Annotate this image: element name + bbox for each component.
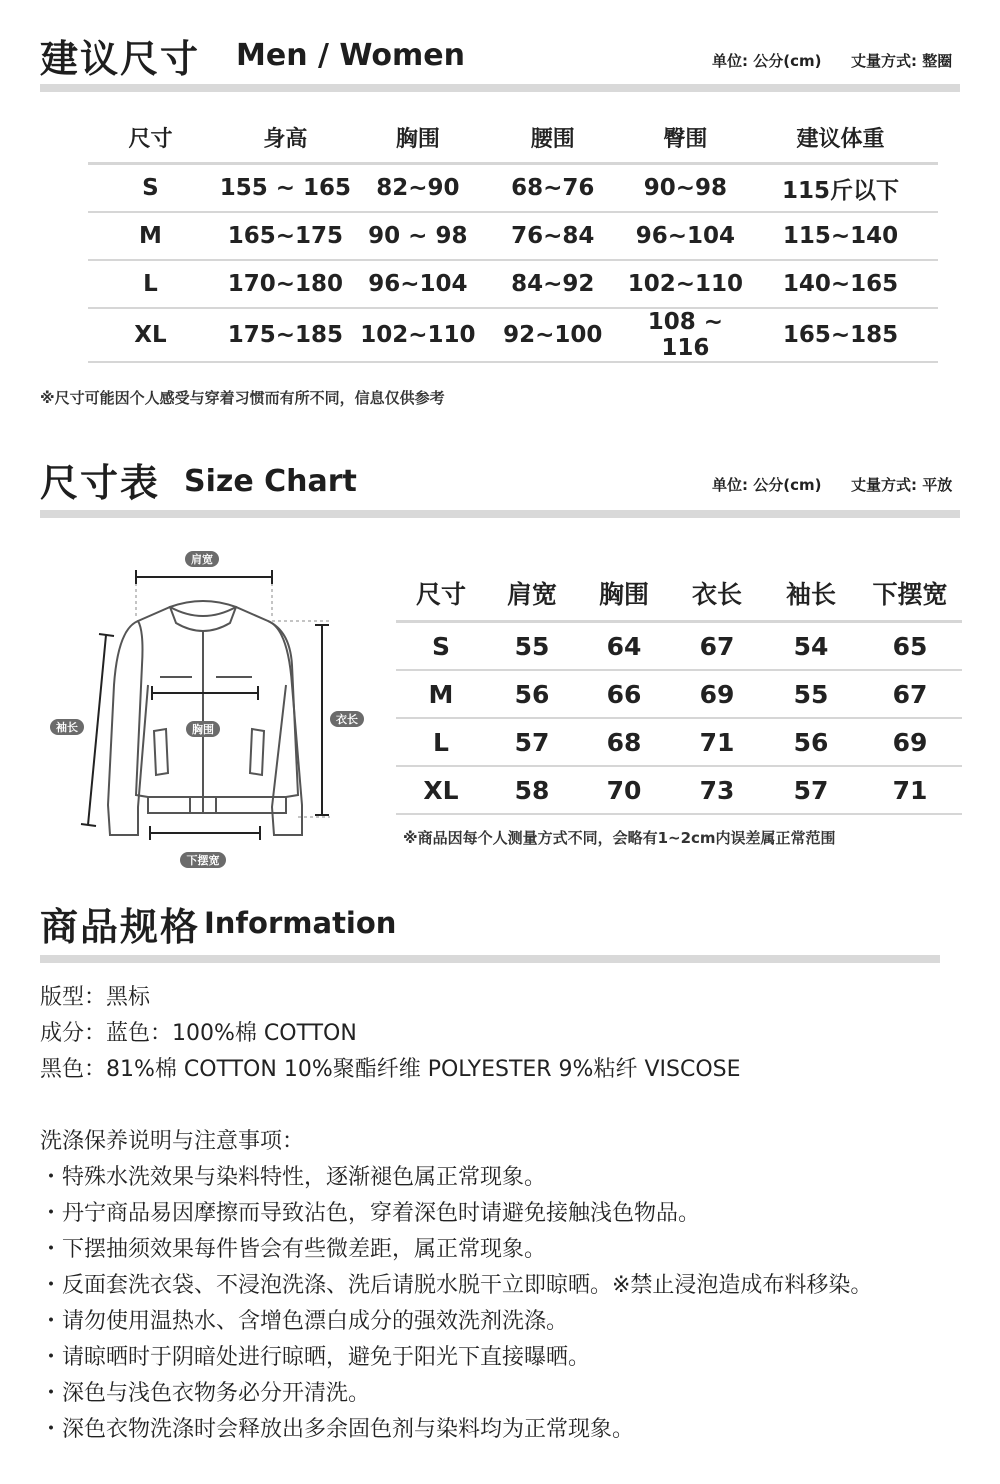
table-row <box>396 670 962 718</box>
cell: L <box>396 718 486 766</box>
section1-divider <box>40 84 960 92</box>
care-title: 洗涤保养说明与注意事项： <box>40 1129 305 1154</box>
cell: 67 <box>858 670 962 718</box>
cell: M <box>396 670 486 718</box>
care-item: ・请勿使用温热水、含增色漂白成分的强效洗剂洗涤。 <box>40 1309 569 1334</box>
shoulder-tag <box>185 551 219 567</box>
cell: 58 <box>486 766 578 814</box>
cell: 65 <box>858 622 962 671</box>
section2-unit: 单位: 公分(cm) <box>712 476 822 494</box>
cell: 82~90 <box>358 164 478 213</box>
col-header-sleeve: 袖长 <box>764 566 858 622</box>
cell: 69 <box>670 670 764 718</box>
care-item: ・下摆抽须效果每件皆会有些微差距，属正常现象。 <box>40 1237 547 1262</box>
col-header-height: 身高 <box>213 112 358 164</box>
cell: 54 <box>764 622 858 671</box>
cell: 115斤以下 <box>743 164 938 213</box>
cell: 55 <box>486 622 578 671</box>
section2-title-en: Size Chart <box>184 464 357 499</box>
cell: 67 <box>670 622 764 671</box>
section2-divider <box>40 510 960 518</box>
cell: 90 ~ 98 <box>358 212 478 260</box>
care-item: ・深色衣物洗涤时会释放出多余固色剂与染料均为正常现象。 <box>40 1417 635 1442</box>
cell: 69 <box>858 718 962 766</box>
label-length: 衣长 <box>336 713 358 726</box>
chest-tag <box>186 721 220 737</box>
cell: 56 <box>486 670 578 718</box>
cell: 108 ~ 116 <box>628 308 743 362</box>
cell: L <box>88 260 213 308</box>
size-chart-table <box>396 566 962 815</box>
cell: 115~140 <box>743 212 938 260</box>
cell: 57 <box>486 718 578 766</box>
cell: 57 <box>764 766 858 814</box>
col-header-size: 尺寸 <box>396 566 486 622</box>
table-row <box>396 718 962 766</box>
cell: M <box>88 212 213 260</box>
sleeve-tag <box>50 719 84 735</box>
section1-title-en: Men / Women <box>236 38 465 73</box>
cell: 165~175 <box>213 212 358 260</box>
cell: 71 <box>670 718 764 766</box>
cell: 66 <box>578 670 670 718</box>
care-item: ・请晾晒时于阴暗处进行晾晒，避免于阳光下直接曝晒。 <box>40 1345 591 1370</box>
section2-note: ※商品因每个人测量方式不同，会略有1~2cm内误差属正常范围 <box>403 829 836 847</box>
cell: XL <box>88 308 213 362</box>
recommended-size-table <box>88 112 938 363</box>
col-header-weight: 建议体重 <box>743 112 938 164</box>
col-header-chest: 胸围 <box>358 112 478 164</box>
col-header-shoulder: 肩宽 <box>486 566 578 622</box>
label-chest: 胸围 <box>192 723 214 736</box>
col-header-hip: 臀围 <box>628 112 743 164</box>
label-hem: 下摆宽 <box>186 854 220 867</box>
jacket-diagram <box>40 545 380 875</box>
cell: 73 <box>670 766 764 814</box>
table-row <box>88 260 938 308</box>
cell: 71 <box>858 766 962 814</box>
cell: 140~165 <box>743 260 938 308</box>
section1-note: ※尺寸可能因个人感受与穿着习惯而有所不同，信息仅供参考 <box>40 389 445 407</box>
col-header-length: 衣长 <box>670 566 764 622</box>
label-shoulder: 肩宽 <box>191 553 213 566</box>
cell: 56 <box>764 718 858 766</box>
table-header-row <box>396 566 962 622</box>
cell: 76~84 <box>478 212 628 260</box>
cell: 64 <box>578 622 670 671</box>
table-row <box>396 766 962 814</box>
section2-title-cn: 尺寸表 <box>40 461 161 505</box>
section2-method: 丈量方式: 平放 <box>851 476 953 494</box>
cell: 96~104 <box>358 260 478 308</box>
col-header-size: 尺寸 <box>88 112 213 164</box>
cell: 155 ~ 165 <box>213 164 358 213</box>
section3-title-cn: 商品规格 <box>40 905 201 949</box>
col-header-waist: 腰围 <box>478 112 628 164</box>
cell: XL <box>396 766 486 814</box>
info-fit: 版型：黑标 <box>40 985 151 1010</box>
cell: 170~180 <box>213 260 358 308</box>
cell: 96~104 <box>628 212 743 260</box>
cell: 68~76 <box>478 164 628 213</box>
cell: 84~92 <box>478 260 628 308</box>
cell: 102~110 <box>358 308 478 362</box>
cell: S <box>88 164 213 213</box>
info-material-blue: 成分：蓝色：100%棉 COTTON <box>40 1021 357 1046</box>
section1-title-cn: 建议尺寸 <box>40 37 201 81</box>
cell: S <box>396 622 486 671</box>
table-row <box>88 308 938 362</box>
cell: 90~98 <box>628 164 743 213</box>
table-row <box>88 212 938 260</box>
section1-unit: 单位: 公分(cm) <box>712 52 822 70</box>
care-item: ・反面套洗衣袋、不浸泡洗涤、洗后请脱水脱干立即晾晒。※禁止浸泡造成布料移染。 <box>40 1273 873 1298</box>
jacket-outline-icon <box>108 601 302 835</box>
cell: 68 <box>578 718 670 766</box>
cell: 175~185 <box>213 308 358 362</box>
hem-tag <box>180 852 226 868</box>
section1-method: 丈量方式: 整圈 <box>851 52 953 70</box>
section3-title-en: Information <box>204 906 397 940</box>
care-item: ・丹宁商品易因摩擦而导致沾色，穿着深色时请避免接触浅色物品。 <box>40 1201 701 1226</box>
table-row <box>396 622 962 671</box>
cell: 102~110 <box>628 260 743 308</box>
table-header-row <box>88 112 938 164</box>
cell: 165~185 <box>743 308 938 362</box>
section3-divider <box>40 955 940 963</box>
col-header-chest: 胸围 <box>578 566 670 622</box>
care-item: ・特殊水洗效果与染料特性，逐渐褪色属正常现象。 <box>40 1165 547 1190</box>
info-material-black: 黑色：81%棉 COTTON 10%聚酯纤维 POLYESTER 9%粘纤 VISCOSE <box>40 1057 741 1082</box>
cell: 92~100 <box>478 308 628 362</box>
cell: 70 <box>578 766 670 814</box>
label-sleeve: 袖长 <box>56 721 78 734</box>
table-row <box>88 164 938 213</box>
length-tag <box>330 711 364 727</box>
col-header-hem: 下摆宽 <box>858 566 962 622</box>
cell: 55 <box>764 670 858 718</box>
care-item: ・深色与浅色衣物务必分开清洗。 <box>40 1381 371 1406</box>
